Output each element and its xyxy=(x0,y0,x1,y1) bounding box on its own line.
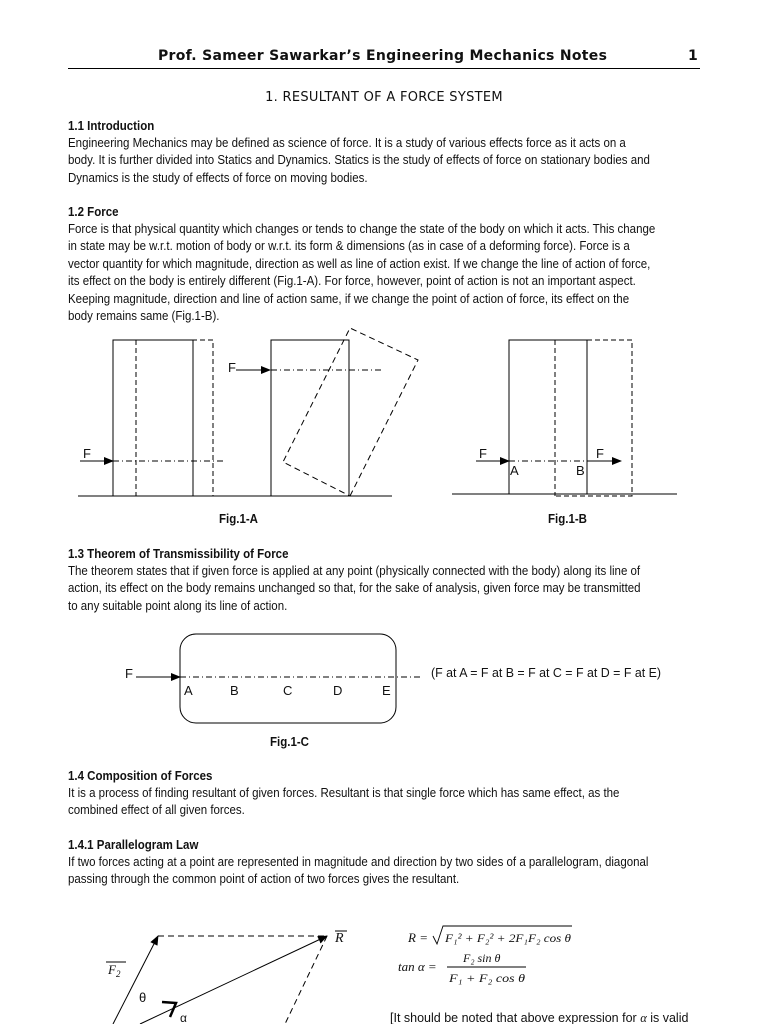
fig1c-point-a: A xyxy=(184,683,193,698)
paragraph-line: The theorem states that if given force is applied at any point (physically connected with the body) along its line of xyxy=(68,564,641,578)
paragraph-line: body. It is further divided into Statics and Dynamics. Statics is the study of effects of force on stationary bodies and xyxy=(68,153,650,168)
page-number: 1 xyxy=(687,48,698,64)
eq-tan-lhs: tan α = xyxy=(398,959,437,974)
paragraph-line: body remains same (Fig.1-B). xyxy=(68,309,220,324)
eq-tan-denominator: F₁ + F₂ cos θ xyxy=(447,971,526,985)
header-title: Prof. Sameer Sawarkar’s Engineering Mechanics Notes xyxy=(158,48,608,64)
fig1c-point-b: B xyxy=(230,683,239,698)
paragraph-line: to any suitable point along its line of action. xyxy=(68,598,288,613)
parallelogram-alpha: α xyxy=(180,1011,187,1024)
section-transmissibility xyxy=(68,546,702,615)
section-heading: 1.3 Theorem of Transmissibility of Force xyxy=(68,547,289,561)
fig1a-right-body xyxy=(236,328,418,496)
paragraph-line: in state may be w.r.t. motion of body or w.r.t. its form & dimensions (as in case of a deforming force). Force is a xyxy=(68,239,630,254)
note-start: [It should be noted that above expression for xyxy=(390,1011,637,1024)
section-composition xyxy=(68,768,702,820)
eq-tan-numerator: F₂ sin θ xyxy=(463,951,501,965)
note-end: is valid xyxy=(650,1011,689,1024)
fig1c-point-d: D xyxy=(333,683,343,698)
f2-subscript: 2 xyxy=(115,969,121,979)
parallelogram-r-label: R xyxy=(335,931,344,946)
paragraph-line: combined effect of all given forces. xyxy=(68,803,245,818)
fig1a-caption: Fig.1-A xyxy=(219,512,258,526)
f2-letter: F xyxy=(108,962,116,977)
fig1c-force-label: F xyxy=(125,666,133,681)
fig1c-point-c: C xyxy=(283,683,293,698)
paragraph-line: its effect on the body is entirely different (Fig.1-A). For force, however, point of action is not an important aspect. xyxy=(68,274,636,289)
fig1b-point-a: A xyxy=(510,463,519,478)
fig1c-note: (F at A = F at B = F at C = F at D = F at E) xyxy=(431,665,661,680)
section-parallelogram-law xyxy=(68,837,702,889)
paragraph-line: If two forces acting at a point are represented in magnitude and direction by two sides of a parallelogram, diagonal xyxy=(68,855,649,869)
paragraph-line: Dynamics is the study of effects of force on moving bodies. xyxy=(68,170,368,185)
parallelogram-f2-label xyxy=(107,962,121,979)
parallelogram-diagram xyxy=(106,931,347,1024)
fig1c-point-e: E xyxy=(382,683,391,698)
section-heading: 1.2 Force xyxy=(68,205,119,219)
fig1b-caption: Fig.1-B xyxy=(548,512,587,526)
paragraph-line: Engineering Mechanics may be defined as science of force. It is a study of various effects force as it acts on a xyxy=(68,136,626,150)
fig1b-body xyxy=(452,340,677,496)
fig1a-force-label-2: F xyxy=(228,360,236,375)
section-heading: 1.4.1 Parallelogram Law xyxy=(68,838,199,852)
paragraph-line: action, its effect on the body remains unchanged so that, for the sake of analysis, given force may be transmitted xyxy=(68,581,641,596)
equation-resultant xyxy=(407,926,572,945)
paragraph-line: It is a process of finding resultant of given forces. Resultant is that single force which has same effect, as the xyxy=(68,786,620,800)
fig1a-force-label: F xyxy=(83,446,91,461)
fig1b-force-label-right: F xyxy=(596,446,604,461)
fig1b-force-label-left: F xyxy=(479,446,487,461)
chapter-title: 1. RESULTANT OF A FORCE SYSTEM xyxy=(265,90,503,105)
paragraph-line: vector quantity for which magnitude, direction as well as line of action exist. If we change the line of action of force, xyxy=(68,256,651,271)
paragraph-line: Force is that physical quantity which changes or tends to change the state of the body on which it acts. This change xyxy=(68,222,656,236)
note-alpha: α xyxy=(640,1011,647,1024)
section-heading: 1.4 Composition of Forces xyxy=(68,769,213,783)
fig1b-point-b: B xyxy=(576,463,585,478)
fig1c-caption: Fig.1-C xyxy=(270,735,309,749)
section-heading: 1.1 Introduction xyxy=(68,119,155,133)
equation-tan-alpha xyxy=(398,951,526,985)
paragraph-line: passing through the common point of action of two forces gives the resultant. xyxy=(68,872,460,887)
fig1c-body xyxy=(136,634,420,723)
paragraph-line: Keeping magnitude, direction and line of action same, if we change the point of action of force, its effect on the xyxy=(68,291,630,306)
parallelogram-note xyxy=(390,1011,688,1024)
eq-r-lhs: R = xyxy=(408,930,428,945)
parallelogram-theta: θ xyxy=(139,990,147,1005)
eq-r-rhs: F₁² + F₂² + 2F₁F₂ cos θ xyxy=(443,931,572,945)
